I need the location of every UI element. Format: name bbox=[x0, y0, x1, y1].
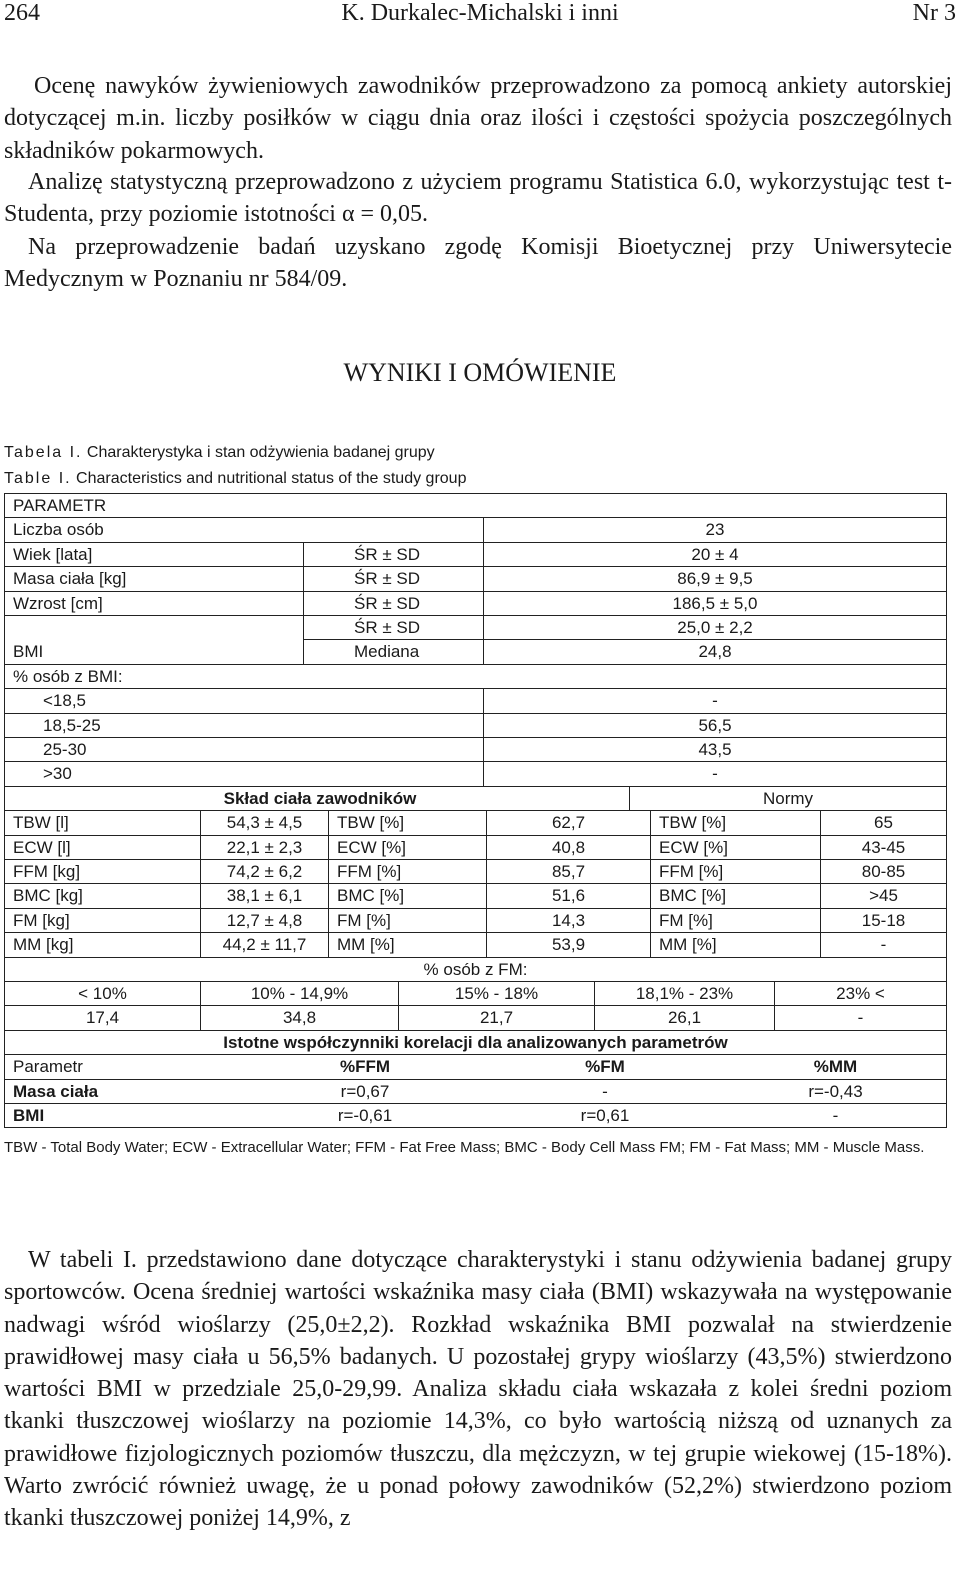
table-row bbox=[5, 689, 946, 713]
table-row bbox=[5, 787, 946, 811]
bmi-value-median: 24,8 bbox=[483, 640, 946, 664]
bc-norm-label: FM [%] bbox=[650, 909, 820, 933]
table-row bbox=[5, 811, 946, 835]
fm-range: 23% < bbox=[774, 982, 946, 1006]
table-caption-en bbox=[4, 470, 466, 488]
bmi-value-mean: 25,0 ± 2,2 bbox=[483, 616, 946, 640]
fm-value: 17,4 bbox=[85, 1008, 120, 1028]
bmi-label: BMI bbox=[13, 642, 44, 662]
fm-range: 15% - 18% bbox=[398, 982, 594, 1006]
bc-pct-label: MM [%] bbox=[328, 933, 486, 957]
table-caption-pl-text: Charakterystyka i stan odżywienia badanej grupy bbox=[82, 444, 435, 461]
table-row bbox=[5, 933, 946, 957]
corr-value: - bbox=[832, 1106, 839, 1125]
page-number: 264 bbox=[4, 0, 40, 26]
bc-mean: 44,2 ± 11,7 bbox=[200, 933, 328, 957]
table-row bbox=[5, 592, 946, 616]
bc-norm: >45 bbox=[820, 884, 946, 908]
bc-mean: 38,1 ± 6,1 bbox=[200, 884, 328, 908]
bc-norm: 65 bbox=[820, 811, 946, 835]
corr-value: r=-0,61 bbox=[337, 1106, 393, 1125]
characteristics-table bbox=[4, 493, 947, 1128]
corr-col-header: %FM bbox=[585, 1057, 625, 1077]
bc-pct-label: FFM [%] bbox=[328, 860, 486, 884]
fm-value: 34,8 bbox=[200, 1006, 398, 1030]
bmi-range-label: 18,5-25 bbox=[43, 715, 101, 735]
corr-col-header: Parametr bbox=[13, 1057, 83, 1077]
table-row bbox=[5, 958, 946, 982]
bc-param: TBW [l] bbox=[13, 813, 69, 833]
row-value: 86,9 ± 9,5 bbox=[483, 567, 946, 591]
running-header bbox=[4, 0, 956, 30]
bc-norm-label: TBW [%] bbox=[650, 811, 820, 835]
table-row bbox=[5, 860, 946, 884]
table-row bbox=[5, 762, 946, 786]
bc-pct-label: ECW [%] bbox=[328, 836, 486, 860]
fm-value: 26,1 bbox=[594, 1006, 774, 1030]
table-row bbox=[5, 1104, 946, 1128]
bc-mean: 22,1 ± 2,3 bbox=[200, 836, 328, 860]
table-row bbox=[5, 884, 946, 908]
table-row bbox=[5, 1006, 946, 1030]
row-label: Liczba osób bbox=[13, 520, 104, 540]
corr-value: - bbox=[602, 1081, 608, 1101]
parametr-header: PARAMETR bbox=[13, 496, 107, 515]
corr-value: r=0,61 bbox=[580, 1106, 630, 1125]
paragraph-methods-statistics: Analizę statystyczną przeprowadzono z użyciem programu Statistica 6.0, wykorzystując test t-Studenta, przy poziomie istotności α = 0,05. bbox=[4, 169, 952, 228]
table-row-bmi bbox=[5, 616, 946, 665]
corr-col-header: %FFM bbox=[339, 1057, 391, 1077]
row-value: 20 ± 4 bbox=[483, 543, 946, 567]
table-row bbox=[5, 665, 946, 689]
paragraph-results: W tabeli I. przedstawiono dane dotyczące charakterystyki i stanu odżywienia badanej grupy sportowców. Ocena średniej wartości wskaźnika masy ciała (BMI) wskazywała na występowanie nadwagi wśród wioślarzy (25,0±2,2). Rozkład wskaźnika BMI pozwalał na stwierdzenie prawidłowej masy ciała u 56,5% badanych. U pozostałej grypy wioślarzy (43,5%) stwierdzono wartości BMI w przedziale 25,0-29,99. Analiza składu ciała wskazała z kolei średni poziom tkanki tłuszczowej wioślarzy na poziomie 14,3%, co było wartością niższą od uznanych za prawidłowe fizjologicznych poziomów tłuszczu, dla mężczyzn, w tej grupie wiekowej (15-18%). Warto zwrócić również uwagę, że u ponad połowy zawodników (52,2%) stwierdzono poziom tkanki tłuszczowej poniżej 14,9%, z bbox=[4, 1247, 952, 1532]
table-row bbox=[5, 494, 946, 518]
bmi-range-label: 25-30 bbox=[43, 740, 87, 759]
bc-param: FFM [kg] bbox=[13, 862, 81, 881]
fm-value: - bbox=[774, 1006, 946, 1030]
bc-param: ECW [l] bbox=[13, 837, 71, 857]
bc-pct: 85,7 bbox=[486, 860, 650, 884]
table-row bbox=[5, 909, 946, 933]
table-row bbox=[5, 1080, 946, 1104]
table-row bbox=[5, 738, 946, 762]
issue-number: Nr 3 bbox=[912, 0, 956, 26]
bmi-range-value: 56,5 bbox=[483, 714, 946, 738]
table-row bbox=[5, 1031, 946, 1055]
bc-norm-label: MM [%] bbox=[650, 933, 820, 957]
bc-pct: 53,9 bbox=[486, 933, 650, 957]
table-row bbox=[5, 518, 946, 542]
bc-norm: - bbox=[820, 933, 946, 957]
row-stat: ŚR ± SD bbox=[303, 543, 483, 567]
table-caption-pl bbox=[4, 444, 435, 462]
corr-row-label: Masa ciała bbox=[13, 1081, 99, 1101]
fm-pct-header: % osób z FM: bbox=[423, 959, 528, 979]
row-label: Wiek [lata] bbox=[13, 544, 93, 564]
bc-mean: 74,2 ± 6,2 bbox=[200, 860, 328, 884]
table-row bbox=[5, 714, 946, 738]
corr-value: r=-0,43 bbox=[808, 1081, 863, 1101]
table-row bbox=[5, 567, 946, 591]
bc-norm: 15-18 bbox=[820, 909, 946, 933]
bc-param: BMC [kg] bbox=[13, 886, 83, 906]
running-authors: K. Durkalec-Michalski i inni bbox=[341, 0, 619, 26]
bc-norm-label: ECW [%] bbox=[650, 836, 820, 860]
table-row bbox=[5, 982, 946, 1006]
corr-row-label: BMI bbox=[13, 1106, 45, 1125]
norms-header: Normy bbox=[629, 787, 946, 811]
bc-pct-label: TBW [%] bbox=[328, 811, 486, 835]
bc-pct-label: FM [%] bbox=[328, 909, 486, 933]
correlation-header: Istotne współczynniki korelacji dla analizowanych parametrów bbox=[223, 1032, 728, 1052]
row-value: 23 bbox=[483, 518, 946, 542]
bmi-stat-median: Mediana bbox=[303, 640, 483, 664]
bc-mean: 54,3 ± 4,5 bbox=[200, 811, 328, 835]
table-row bbox=[5, 543, 946, 567]
row-label: Masa ciała [kg] bbox=[13, 569, 127, 589]
table-footnote: TBW - Total Body Water; ECW - Extracellular Water; FFM - Fat Free Mass; BMC - Body Cell Mass FM; FM - Fat Mass; MM - Muscle Mass. bbox=[4, 1139, 925, 1156]
table-row bbox=[5, 1055, 946, 1079]
bc-norm: 43-45 bbox=[820, 836, 946, 860]
bc-pct: 40,8 bbox=[486, 836, 650, 860]
table-caption-en-text: Characteristics and nutritional status of the study group bbox=[71, 470, 467, 487]
bc-pct: 14,3 bbox=[486, 909, 650, 933]
bc-norm: 80-85 bbox=[820, 860, 946, 884]
bc-pct: 51,6 bbox=[486, 884, 650, 908]
bc-norm-label: FFM [%] bbox=[650, 860, 820, 884]
bc-pct-label: BMC [%] bbox=[328, 884, 486, 908]
bmi-pct-label: % osób z BMI: bbox=[13, 666, 123, 686]
bc-param: MM [kg] bbox=[13, 935, 74, 955]
corr-col-header: %MM bbox=[813, 1057, 858, 1077]
fm-range: 18,1% - 23% bbox=[594, 982, 774, 1006]
paragraph-methods-survey: Ocenę nawyków żywieniowych zawodników przeprowadzono za pomocą ankiety autorskiej dotyczącej m.in. liczby posiłków w ciągu dnia oraz ilości i częstości spożycia poszczególnych składników pokarmowych. bbox=[4, 73, 952, 164]
table-caption-en-label: Table I. bbox=[4, 470, 72, 487]
bmi-stat-mean: ŚR ± SD bbox=[303, 616, 483, 640]
row-value: 186,5 ± 5,0 bbox=[483, 592, 946, 616]
corr-value: r=0,67 bbox=[340, 1081, 390, 1101]
bc-param: FM [kg] bbox=[13, 910, 70, 930]
fm-range: 10% - 14,9% bbox=[200, 982, 398, 1006]
fm-value: 21,7 bbox=[398, 1006, 594, 1030]
bmi-range-value: 43,5 bbox=[483, 738, 946, 762]
bc-norm-label: BMC [%] bbox=[650, 884, 820, 908]
table-caption-pl-label: Tabela I. bbox=[4, 444, 83, 461]
bmi-range-label: >30 bbox=[43, 764, 72, 784]
bc-mean: 12,7 ± 4,8 bbox=[200, 909, 328, 933]
section-heading: WYNIKI I OMÓWIENIE bbox=[343, 358, 617, 387]
row-stat: ŚR ± SD bbox=[303, 567, 483, 591]
row-label: Wzrost [cm] bbox=[13, 593, 103, 613]
fm-range: < 10% bbox=[78, 984, 127, 1003]
bmi-range-value: - bbox=[483, 762, 946, 786]
row-stat: ŚR ± SD bbox=[303, 592, 483, 616]
bc-pct: 62,7 bbox=[486, 811, 650, 835]
body-composition-header: Skład ciała zawodników bbox=[223, 788, 417, 808]
table-row bbox=[5, 836, 946, 860]
paragraph-methods-ethics: Na przeprowadzenie badań uzyskano zgodę Komisji Bioetycznej przy Uniwersytecie Medycznym w Poznaniu nr 584/09. bbox=[4, 234, 952, 293]
bmi-range-label: <18,5 bbox=[43, 691, 87, 711]
bmi-range-value: - bbox=[483, 689, 946, 713]
